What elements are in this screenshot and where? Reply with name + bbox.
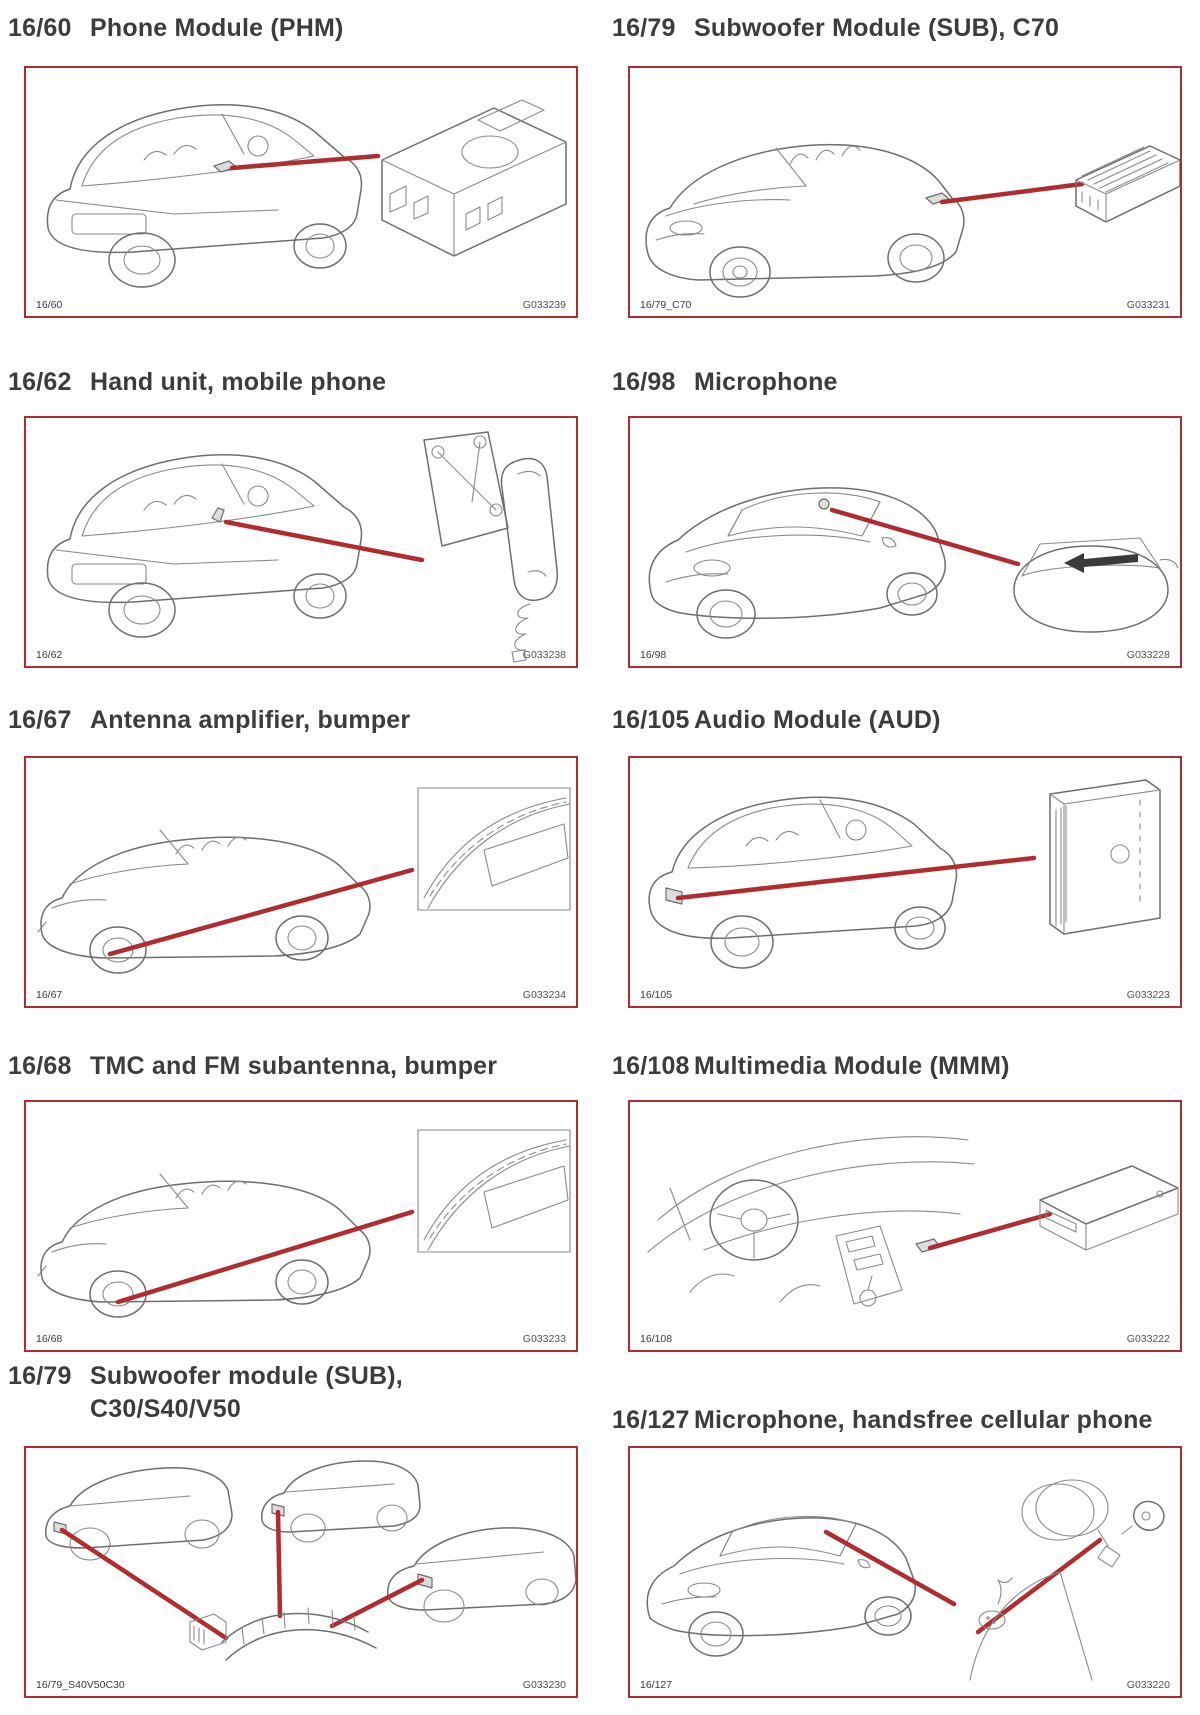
wagon-car-illustration	[46, 1468, 232, 1560]
convertible-car-illustration	[38, 830, 370, 973]
red-pointer-line	[942, 184, 1082, 202]
figure-16-62-hand-unit	[8, 366, 593, 661]
figure-title: Hand unit, mobile phone	[90, 368, 387, 396]
convertible-car-illustration	[38, 1174, 370, 1317]
figure-heading	[612, 1404, 1197, 1437]
figure-box	[24, 1446, 578, 1698]
corner-label: 16/79_S40V50C30	[36, 1679, 125, 1691]
red-pointer-line	[826, 1532, 954, 1604]
figure-code: G033233	[522, 1333, 566, 1345]
figure-heading	[612, 366, 1197, 399]
red-pointer-line	[332, 1580, 422, 1626]
figure-16-67-antenna-amplifier	[8, 704, 593, 1001]
figure-16-98-microphone	[612, 366, 1197, 661]
figure-box	[628, 1446, 1182, 1698]
figure-title: TMC and FM subantenna, bumper	[90, 1052, 498, 1080]
sedan-car-illustration	[388, 1528, 576, 1622]
figure-code: G033223	[1126, 989, 1170, 1001]
subwoofer-amplifier-illustration	[1076, 146, 1180, 222]
car-rear-three-quarter-illustration	[47, 105, 361, 287]
figure-code: G033238	[522, 649, 566, 661]
car-rear-view-and-phone-module-illustration	[26, 68, 576, 316]
figure-heading	[8, 366, 593, 399]
figure-ref: 16/60	[8, 14, 72, 42]
corner-label: 16/79_C70	[640, 299, 692, 311]
corner-label: 16/68	[36, 1333, 63, 1345]
corner-label: 16/98	[640, 649, 667, 661]
red-pointer-line	[278, 1512, 280, 1616]
figure-code: G033230	[522, 1679, 566, 1691]
phone-handset-illustration	[424, 432, 557, 662]
figure-box	[628, 756, 1182, 1008]
bumper-detail-inset	[418, 1130, 570, 1252]
figure-code: G033228	[1126, 649, 1170, 661]
convertible-and-amplifier-illustration	[630, 68, 1180, 316]
figure-heading	[8, 12, 593, 45]
figure-title-line1: Subwoofer module (SUB),	[90, 1362, 403, 1390]
figure-title: Multimedia Module (MMM)	[694, 1052, 1010, 1080]
red-pointer-line	[930, 1214, 1050, 1248]
figure-heading	[8, 1360, 593, 1425]
red-pointer-line	[118, 1212, 412, 1302]
figure-code: G033222	[1126, 1333, 1170, 1345]
figure-box	[628, 1100, 1182, 1352]
figure-16-79-subwoofer-c30-s40-v50	[8, 1360, 593, 1691]
multimedia-player-illustration	[1040, 1166, 1178, 1250]
car-and-audio-module-illustration	[630, 758, 1180, 1006]
convertible-and-bumper-inset-illustration	[26, 758, 576, 1006]
car-front-three-quarter-illustration	[649, 488, 945, 638]
red-pointer-line	[62, 1530, 226, 1638]
figure-title: Audio Module (AUD)	[694, 706, 941, 734]
figure-heading	[612, 1050, 1197, 1083]
figure-code: G033231	[1126, 299, 1170, 311]
corner-label: 16/127	[640, 1679, 673, 1691]
car-front-three-quarter-illustration	[647, 1516, 915, 1656]
car-and-microphone-illustration	[630, 418, 1180, 666]
corner-label: 16/108	[640, 1333, 673, 1345]
car-and-handsfree-mic-illustration	[630, 1448, 1180, 1696]
figure-ref: 16/79	[8, 1362, 72, 1390]
dashboard-interior-illustration	[648, 1137, 974, 1306]
figure-code: G033234	[522, 989, 566, 1001]
figure-16-127-handsfree-microphone	[612, 1404, 1197, 1691]
figure-title: Antenna amplifier, bumper	[90, 706, 411, 734]
figure-box	[24, 1100, 578, 1352]
figure-title: Phone Module (PHM)	[90, 14, 344, 42]
car-rear-three-quarter-illustration	[47, 455, 361, 637]
corner-label: 16/67	[36, 989, 63, 1001]
figure-box	[24, 416, 578, 668]
figure-16-68-tmc-fm-subantenna	[8, 1050, 593, 1345]
mic-cable-coil-illustration	[1022, 1480, 1164, 1567]
phone-module-unit-illustration	[382, 100, 566, 256]
figure-title	[90, 1360, 593, 1425]
corner-label: 16/60	[36, 299, 63, 311]
red-pointer-line	[226, 522, 422, 560]
figure-ref: 16/98	[612, 368, 676, 396]
figure-heading	[8, 704, 593, 737]
figure-ref: 16/62	[8, 368, 72, 396]
corner-label: 16/105	[640, 989, 673, 1001]
figure-ref: 16/127	[612, 1406, 690, 1434]
figure-title: Subwoofer Module (SUB), C70	[694, 14, 1060, 42]
figure-ref: 16/68	[8, 1052, 72, 1080]
microphone-unit-illustration	[1014, 538, 1178, 632]
convertible-and-bumper-inset-illustration	[26, 1102, 576, 1350]
figure-code: G033239	[522, 299, 566, 311]
figure-16-79-subwoofer-c70	[612, 12, 1197, 311]
figure-16-60-phone-module	[8, 12, 593, 311]
bumper-detail-inset	[418, 788, 570, 910]
figure-heading	[612, 12, 1197, 45]
red-pointer-line	[110, 870, 412, 954]
dashboard-and-player-illustration	[630, 1102, 1180, 1350]
red-pointer-line	[678, 858, 1034, 898]
figure-16-105-audio-module	[612, 704, 1197, 1001]
hatchback-car-illustration	[262, 1461, 420, 1542]
figure-ref: 16/67	[8, 706, 72, 734]
figure-ref: 16/79	[612, 14, 676, 42]
figure-box	[628, 66, 1182, 318]
three-cars-and-subwoofer-illustration	[26, 1448, 576, 1696]
figure-title: Microphone, handsfree cellular phone	[694, 1406, 1153, 1434]
figure-box	[24, 756, 578, 1008]
figure-16-108-multimedia-module	[612, 1050, 1197, 1345]
figure-box	[628, 416, 1182, 668]
car-and-handset-illustration	[26, 418, 576, 666]
figure-box	[24, 66, 578, 318]
figure-code: G033220	[1126, 1679, 1170, 1691]
figure-ref: 16/105	[612, 706, 690, 734]
figure-title-line2: C30/S40/V50	[90, 1394, 241, 1423]
figure-heading	[612, 704, 1197, 737]
figure-heading	[8, 1050, 593, 1083]
convertible-car-illustration	[646, 145, 964, 297]
figure-title: Microphone	[694, 368, 838, 396]
audio-module-illustration	[1050, 780, 1160, 934]
corner-label: 16/62	[36, 649, 63, 661]
figure-ref: 16/108	[612, 1052, 690, 1080]
